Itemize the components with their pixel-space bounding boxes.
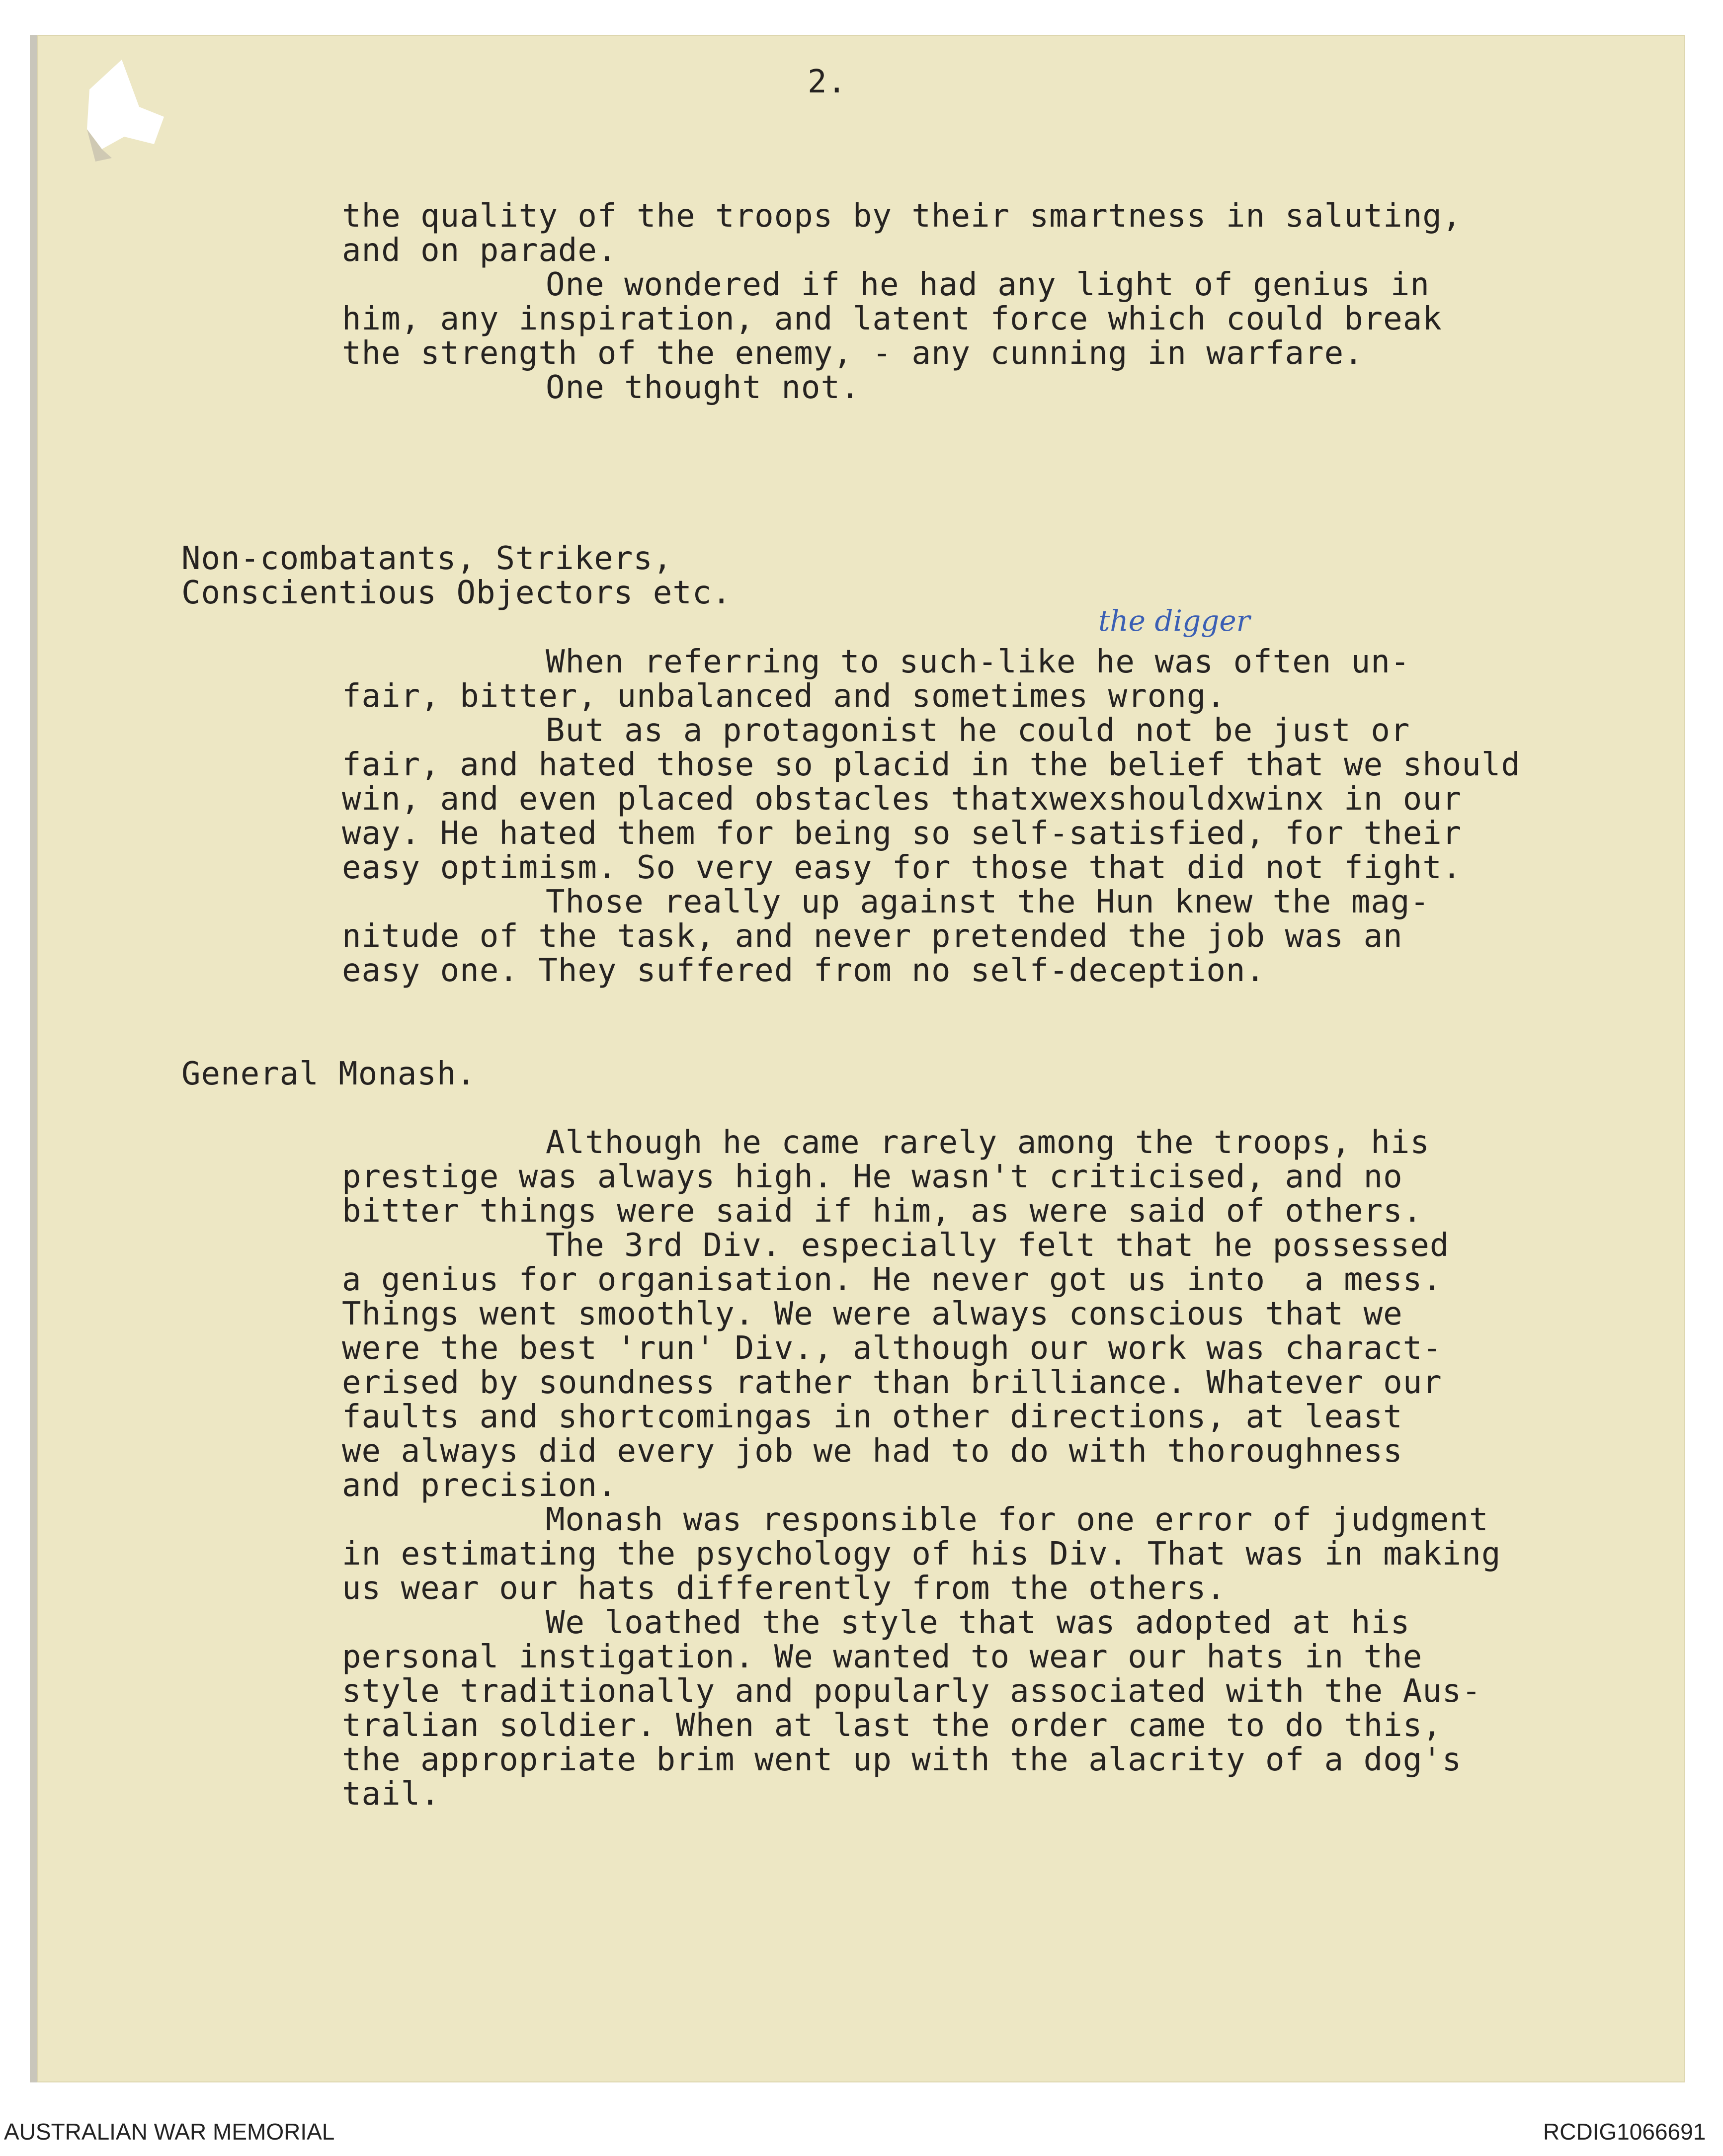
line: One thought not. xyxy=(546,369,860,406)
line: easy optimism. So very easy for those that did not fight. xyxy=(342,849,1462,886)
line: We loathed the style that was adopted at his xyxy=(546,1604,1410,1641)
line: The 3rd Div. especially felt that he possessed xyxy=(546,1227,1450,1264)
line: win, and even placed obstacles thatxwexshouldxwinx in our xyxy=(342,781,1462,818)
line: When referring to such-like he was often un- xyxy=(546,644,1410,680)
line: we always did every job we had to do with thoroughness xyxy=(342,1433,1403,1470)
line: But as a protagonist he could not be just or xyxy=(546,712,1410,749)
line: prestige was always high. He wasn't criticised, and no xyxy=(342,1159,1403,1195)
line: bitter things were said if him, as were said of others. xyxy=(342,1193,1423,1230)
line: personal instigation. We wanted to wear our hats in the xyxy=(342,1639,1423,1675)
line: faults and shortcomingas in other directions, at least xyxy=(342,1399,1403,1435)
line: and precision. xyxy=(342,1467,617,1504)
section-heading-monash: General Monash. xyxy=(181,1056,476,1092)
heading-line: Non-combatants, Strikers, xyxy=(181,540,673,577)
line: tralian soldier. When at last the order came to do this, xyxy=(342,1707,1442,1744)
footer-left-label: AUSTRALIAN WAR MEMORIAL xyxy=(4,2119,335,2145)
line: us wear our hats differently from the others. xyxy=(342,1570,1226,1607)
line: One wondered if he had any light of genius in xyxy=(546,266,1430,303)
line: a genius for organisation. He never got us into a mess. xyxy=(342,1261,1442,1298)
line: Monash was responsible for one error of judgment xyxy=(546,1501,1489,1538)
line: the quality of the troops by their smartness in saluting, xyxy=(342,198,1462,235)
line: way. He hated them for being so self-satisfied, for their xyxy=(342,815,1462,852)
line: Those really up against the Hun knew the mag- xyxy=(546,884,1430,920)
line: style traditionally and popularly associated with the Aus- xyxy=(342,1673,1481,1710)
line: fair, bitter, unbalanced and sometimes wrong. xyxy=(342,678,1226,715)
line: tail. xyxy=(342,1776,440,1813)
page-number: 2. xyxy=(808,64,847,100)
line: the appropriate brim went up with the alacrity of a dog's xyxy=(342,1741,1462,1778)
line: in estimating the psychology of his Div. That was in making xyxy=(342,1536,1501,1573)
footer-right-id: RCDIG1066691 xyxy=(1543,2119,1706,2145)
handwritten-annotation: the digger xyxy=(1098,604,1250,638)
line: and on parade. xyxy=(342,232,617,269)
line: Although he came rarely among the troops, his xyxy=(546,1124,1430,1161)
line: him, any inspiration, and latent force which could break xyxy=(342,301,1442,337)
line: the strength of the enemy, - any cunning in warfare. xyxy=(342,335,1364,372)
line: were the best 'run' Div., although our work was charact- xyxy=(342,1330,1442,1367)
line: erised by soundness rather than brilliance. Whatever our xyxy=(342,1364,1442,1401)
line: easy one. They suffered from no self-deception. xyxy=(342,952,1265,989)
line: Things went smoothly. We were always conscious that we xyxy=(342,1296,1403,1332)
line: nitude of the task, and never pretended the job was an xyxy=(342,918,1403,955)
heading-line: Conscientious Objectors etc. xyxy=(181,575,732,611)
line: fair, and hated those so placid in the belief that we should xyxy=(342,746,1521,783)
